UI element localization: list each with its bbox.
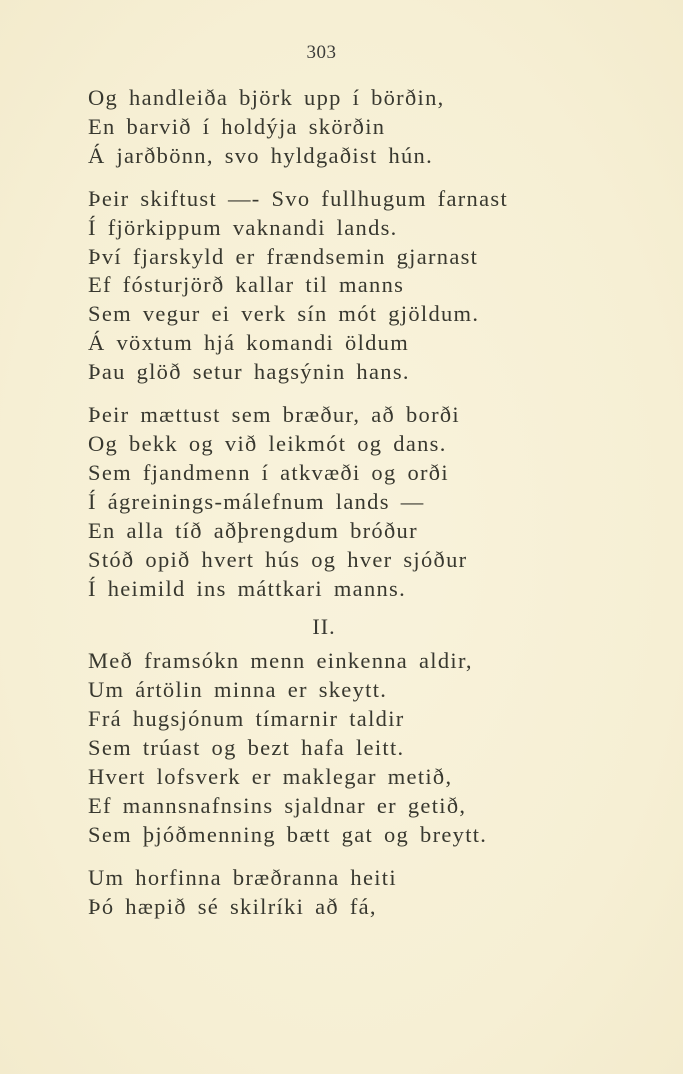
poem-line: En barvið í holdýja skörðin xyxy=(88,113,386,139)
poem-line: Sem þjóðmenning bætt gat og breytt. xyxy=(88,821,488,847)
stanza-divider xyxy=(88,387,608,401)
stanza-5 xyxy=(88,864,608,922)
section-heading: II. xyxy=(312,614,336,640)
poem-line: Því fjarskyld er frændsemin gjarnast xyxy=(88,243,479,269)
poem-line: Þó hæpið sé skilríki að fá, xyxy=(88,893,377,919)
poem-line: Á vöxtum hjá komandi öldum xyxy=(88,330,410,356)
poem-body xyxy=(88,84,608,922)
poem-line: Hvert lofsverk er maklegar metið, xyxy=(88,764,453,790)
poem-line: Með framsókn menn einkenna aldir, xyxy=(88,648,473,674)
poem-line: Þeir mættust sem bræður, að borði xyxy=(88,402,460,428)
page-number: 303 xyxy=(306,42,337,63)
poem-line: Sem vegur ei verk sín mót gjöldum. xyxy=(88,301,480,327)
poem-line: Sem trúast og bezt hafa leitt. xyxy=(88,735,405,761)
poem-line: Um horfinna bræðranna heiti xyxy=(88,864,397,890)
poem-line: Í ágreinings-málefnum lands — xyxy=(88,488,425,514)
stanza-4 xyxy=(88,647,608,849)
poem-line: Og bekk og við leikmót og dans. xyxy=(88,430,447,456)
poem-line: Þeir skiftust —- Svo fullhugum farnast xyxy=(88,185,508,211)
stanza-divider xyxy=(88,171,608,185)
poem-line: En alla tíð aðþrengdum bróður xyxy=(88,517,418,543)
stanza-2 xyxy=(88,185,608,387)
poem-line: Í heimild ins máttkari manns. xyxy=(88,575,407,601)
poem-line: Ef mannsnafnsins sjaldnar er getið, xyxy=(88,792,467,818)
stanza-3 xyxy=(88,401,608,603)
poem-line: Frá hugsjónum tímarnir taldir xyxy=(88,706,405,732)
stanza-divider xyxy=(88,850,608,864)
stanza-1 xyxy=(88,84,608,171)
poem-line: Sem fjandmenn í atkvæði og orði xyxy=(88,459,449,485)
poem-line: Í fjörkippum vaknandi lands. xyxy=(88,214,398,240)
poem-line: Þau glöð setur hagsýnin hans. xyxy=(88,359,410,385)
poem-line: Ef fósturjörð kallar til manns xyxy=(88,272,405,298)
poem-line: Stóð opið hvert hús og hver sjóður xyxy=(88,546,468,572)
poem-line: Um ártölin minna er skeytt. xyxy=(88,677,388,703)
poem-line: Og handleiða björk upp í börðin, xyxy=(88,85,445,110)
poem-line: Á jarðbönn, svo hyldgaðist hún. xyxy=(88,142,434,168)
